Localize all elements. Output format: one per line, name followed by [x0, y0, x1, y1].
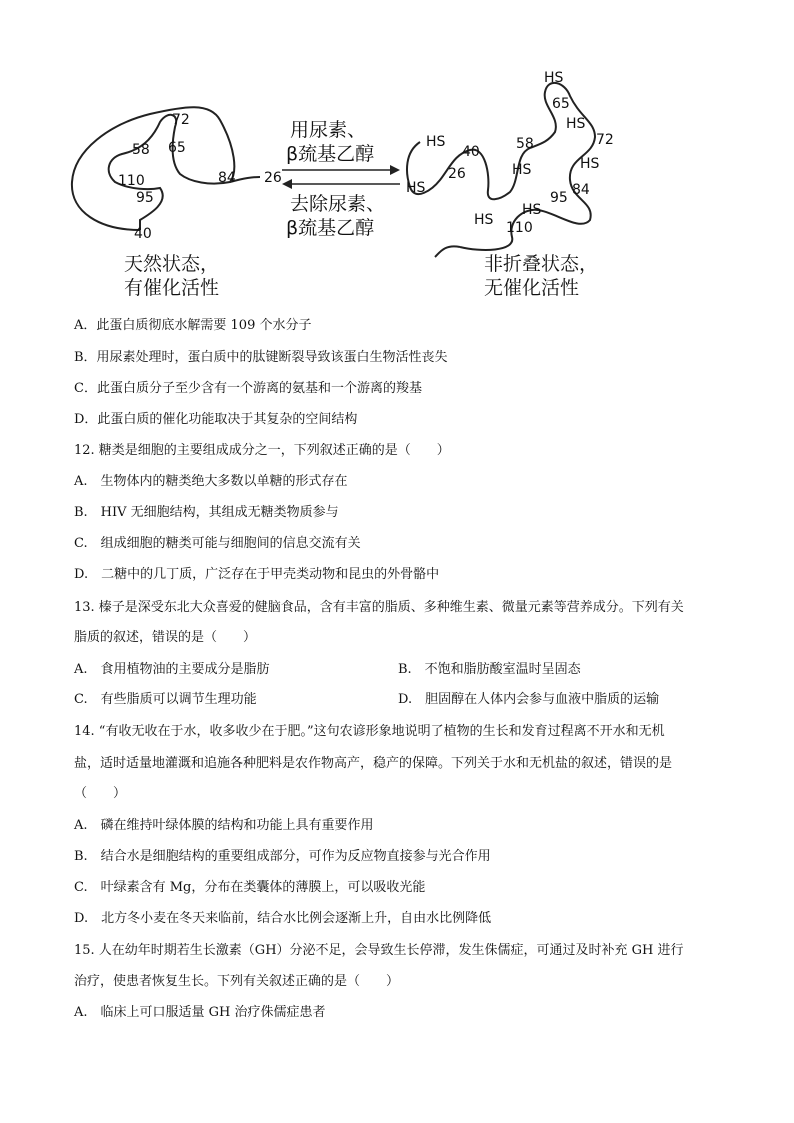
hs-label: HS: [544, 70, 564, 86]
native-residue-26: 26: [264, 170, 282, 186]
q13-stem-line-1: 13. 榛子是深受东北大众喜爱的健脑食品，含有丰富的脂质、多种维生素、微量元素等营养成分。下列有关: [74, 600, 684, 615]
native-residue-65: 65: [168, 140, 186, 156]
q12-option-d: D. 二糖中的几丁质，广泛存在于甲壳类动物和昆虫的外骨骼中: [74, 567, 440, 582]
denatured-state-label-1: 非折叠状态，: [484, 253, 599, 275]
q15-stem-line-1: 15. 人在幼年时期若生长激素（GH）分泌不足，会导致生长停滞，发生侏儒症，可通过及时补充 GH 进行: [74, 943, 684, 958]
unfolded-residue-65: 65: [552, 96, 570, 112]
hs-label: HS: [566, 116, 586, 132]
arrow-bottom-label-2: β巯基乙醇: [286, 217, 375, 239]
q15-stem-line-2: 治疗，使患者恢复生长。下列有关叙述正确的是（ ）: [74, 974, 400, 989]
q11-option-d: D．此蛋白质的催化功能取决于其复杂的空间结构: [74, 412, 358, 427]
unfolded-chain-tail: [435, 246, 460, 257]
hs-label: HS: [580, 156, 600, 172]
unfolded-residue-26: 26: [448, 166, 466, 182]
q12-option-a: A. 生物体内的糖类绝大多数以单糖的形式存在: [74, 474, 348, 489]
native-residue-84: 84: [218, 170, 236, 186]
arrow-top-label-1: 用尿素、: [290, 119, 367, 141]
hs-label: HS: [474, 212, 494, 228]
hs-label: HS: [522, 202, 542, 218]
protein-folding-figure: [60, 62, 620, 302]
q12-option-b: B. HIV 无细胞结构，其组成无糖类物质参与: [74, 505, 339, 520]
q13-option-d: D. 胆固醇在人体内会参与血液中脂质的运输: [398, 692, 660, 707]
q14-option-d: D. 北方冬小麦在冬天来临前，结合水比例会逐渐上升，自由水比例降低: [74, 911, 492, 926]
unfolded-residue-95: 95: [550, 190, 568, 206]
unfolded-residue-58: 58: [516, 136, 534, 152]
q13-option-b: B. 不饱和脂肪酸室温时呈固态: [398, 662, 581, 677]
q11-option-a: A．此蛋白质彻底水解需要 109 个水分子: [74, 318, 312, 333]
native-folded-chain: [72, 107, 234, 230]
hs-label: HS: [512, 162, 532, 178]
native-state-label-2: 有催化活性: [124, 277, 220, 299]
unfolded-residue-72: 72: [596, 132, 614, 148]
reverse-arrow-head: [282, 179, 292, 189]
q14-stem-line-1: 14. “有收无收在于水，收多收少在于肥。”这句农谚形象地说明了植物的生长和发育过程离不开水和无机: [74, 724, 665, 739]
q14-option-c: C. 叶绿素含有 Mg，分布在类囊体的薄膜上，可以吸收光能: [74, 880, 426, 895]
q14-stem-line-2: 盐，适时适量地灌溉和追施各种肥料是农作物高产，稳产的保障。下列关于水和无机盐的叙述，错误的是: [74, 756, 673, 771]
unfolded-residue-40: 40: [462, 144, 480, 160]
native-state-label-1: 天然状态，: [124, 253, 220, 275]
q12-stem: 12. 糖类是细胞的主要组成成分之一，下列叙述正确的是（ ）: [74, 443, 450, 458]
unfolded-residue-84: 84: [572, 182, 590, 198]
hs-label: HS: [426, 134, 446, 150]
q14-option-a: A. 磷在维持叶绿体膜的结构和功能上具有重要作用: [74, 818, 374, 833]
q13-option-a: A. 食用植物油的主要成分是脂肪: [74, 662, 270, 677]
q12-option-c: C. 组成细胞的糖类可能与细胞间的信息交流有关: [74, 536, 361, 551]
forward-arrow-head: [390, 165, 400, 175]
q14-stem-line-3: （ ）: [74, 786, 127, 801]
native-residue-72: 72: [172, 112, 190, 128]
q11-option-c: C．此蛋白质分子至少含有一个游离的氨基和一个游离的羧基: [74, 381, 422, 396]
native-residue-40: 40: [134, 226, 152, 242]
arrow-bottom-label-1: 去除尿素、: [290, 193, 386, 215]
hs-label: HS: [406, 180, 426, 196]
q13-stem-line-2: 脂质的叙述，错误的是（ ）: [74, 630, 257, 645]
unfolded-residue-110: 110: [506, 220, 533, 236]
arrow-top-label-2: β巯基乙醇: [286, 143, 375, 165]
q14-option-b: B. 结合水是细胞结构的重要组成部分，可作为反应物直接参与光合作用: [74, 849, 491, 864]
native-residue-58: 58: [132, 142, 150, 158]
denatured-state-label-2: 无催化活性: [484, 277, 580, 299]
native-residue-110: 110: [118, 173, 145, 189]
q13-option-c: C. 有些脂质可以调节生理功能: [74, 692, 257, 707]
q15-option-a: A. 临床上可口服适量 GH 治疗侏儒症患者: [74, 1005, 326, 1020]
q11-option-b: B．用尿素处理时，蛋白质中的肽键断裂导致该蛋白生物活性丧失: [74, 350, 448, 365]
native-residue-95: 95: [136, 190, 154, 206]
